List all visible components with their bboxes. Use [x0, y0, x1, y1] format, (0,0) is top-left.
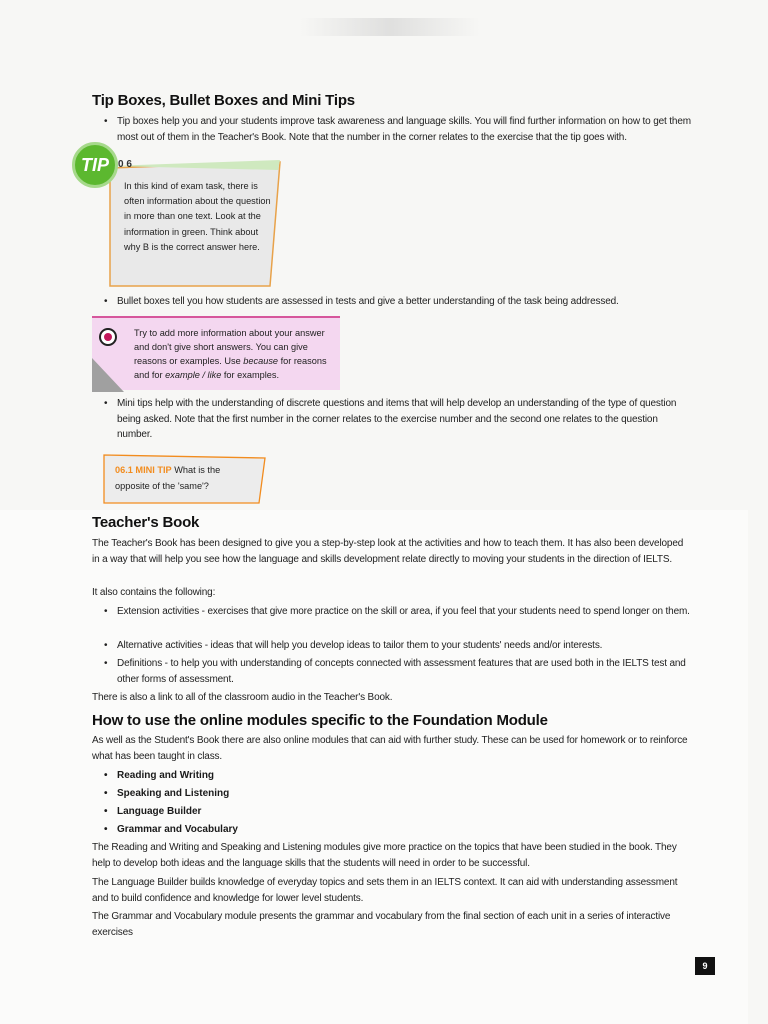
module-item: • Grammar and Vocabulary — [117, 822, 238, 837]
bullet-tip-boxes: • Tip boxes help you and your students improve task awareness and language skills. You will find further information on how to get them most out of them in the Teacher's Book. Note that the number in the corner relates to the exercise that the tip goes with. — [117, 114, 692, 145]
mini-tip-text: 06.1 MINI TIP What is the opposite of the 'same'? — [115, 465, 221, 491]
heading-online-modules: How to use the online modules specific to the Foundation Module — [92, 712, 548, 729]
bullet-box-text: Try to add more information about your answer and don't give short answers. You can give reasons or examples. Use because for reasons and for example / like for examples. — [134, 328, 327, 380]
module-item: • Speaking and Listening — [117, 786, 229, 801]
teachers-book-para3: There is also a link to all of the classroom audio in the Teacher's Book. — [92, 692, 393, 703]
scan-smudge — [300, 18, 480, 36]
module-item: • Reading and Writing — [117, 768, 214, 783]
mini-tip-label: 06.1 MINI TIP — [115, 465, 172, 475]
bullet-bullet-boxes: • Bullet boxes tell you how students are assessed in tests and give a better understanding of the task being addressed. — [117, 294, 692, 310]
tip-badge: TIP — [72, 142, 118, 188]
online-modules-para2: The Reading and Writing and Speaking and Listening modules give more practice on the topics that have been studied in the book. They help to develop both ideas and the language skills that the students will need in order to be successful. — [92, 842, 677, 869]
teachers-book-para2: It also contains the following: — [92, 587, 216, 598]
online-modules-para3: The Language Builder builds knowledge of everyday topics and sets them in an IELTS context. It can aid with understanding assessment and to build confidence and knowledge for lower level students. — [92, 877, 678, 904]
tip-exercise-number: 0 6 — [118, 159, 132, 170]
page-number: 9 — [695, 957, 715, 975]
online-modules-para1: As well as the Student's Book there are also online modules that can aid with further study. These can be used for homework or to reinforce what has been taught in class. — [92, 735, 688, 762]
heading-tip-boxes: Tip Boxes, Bullet Boxes and Mini Tips — [92, 92, 355, 109]
mini-tip-box — [103, 454, 268, 504]
list-item: • Alternative activities - ideas that will help you develop ideas to tailor them to your students' needs and/or interests. — [117, 638, 692, 654]
bullet-box-corner — [92, 358, 124, 392]
tip-box — [70, 140, 290, 290]
target-icon — [99, 328, 117, 346]
tip-text: In this kind of exam task, there is often information about the question in more than one text. Look at the information in green. Think about why B is the correct answer here. — [124, 181, 271, 252]
bullet-box — [92, 316, 340, 390]
heading-teachers-book: Teacher's Book — [92, 514, 200, 531]
bullet-mini-tips: • Mini tips help with the understanding of discrete questions and items that will help develop an understanding of the type of question being asked. Note that the first number in the corner relates to the exercise number and the second one relates to the question number. — [117, 396, 692, 443]
online-modules-para4: The Grammar and Vocabulary module presents the grammar and vocabulary from the final section of each unit in a series of interactive exercises — [92, 911, 671, 938]
list-item: • Definitions - to help you with understanding of concepts connected with assessment features that are used both in the IELTS test and other forms of assessment. — [117, 656, 692, 687]
list-item: • Extension activities - exercises that give more practice on the skill or area, if you feel that your students need to spend longer on them. — [117, 604, 692, 620]
teachers-book-para1: The Teacher's Book has been designed to give you a step-by-step look at the activities and how to teach them. It has also been developed in a way that will help you see how the language and skills development relate directly to moving your students in the direction of IELTS. — [92, 538, 684, 565]
module-item: • Language Builder — [117, 804, 201, 819]
